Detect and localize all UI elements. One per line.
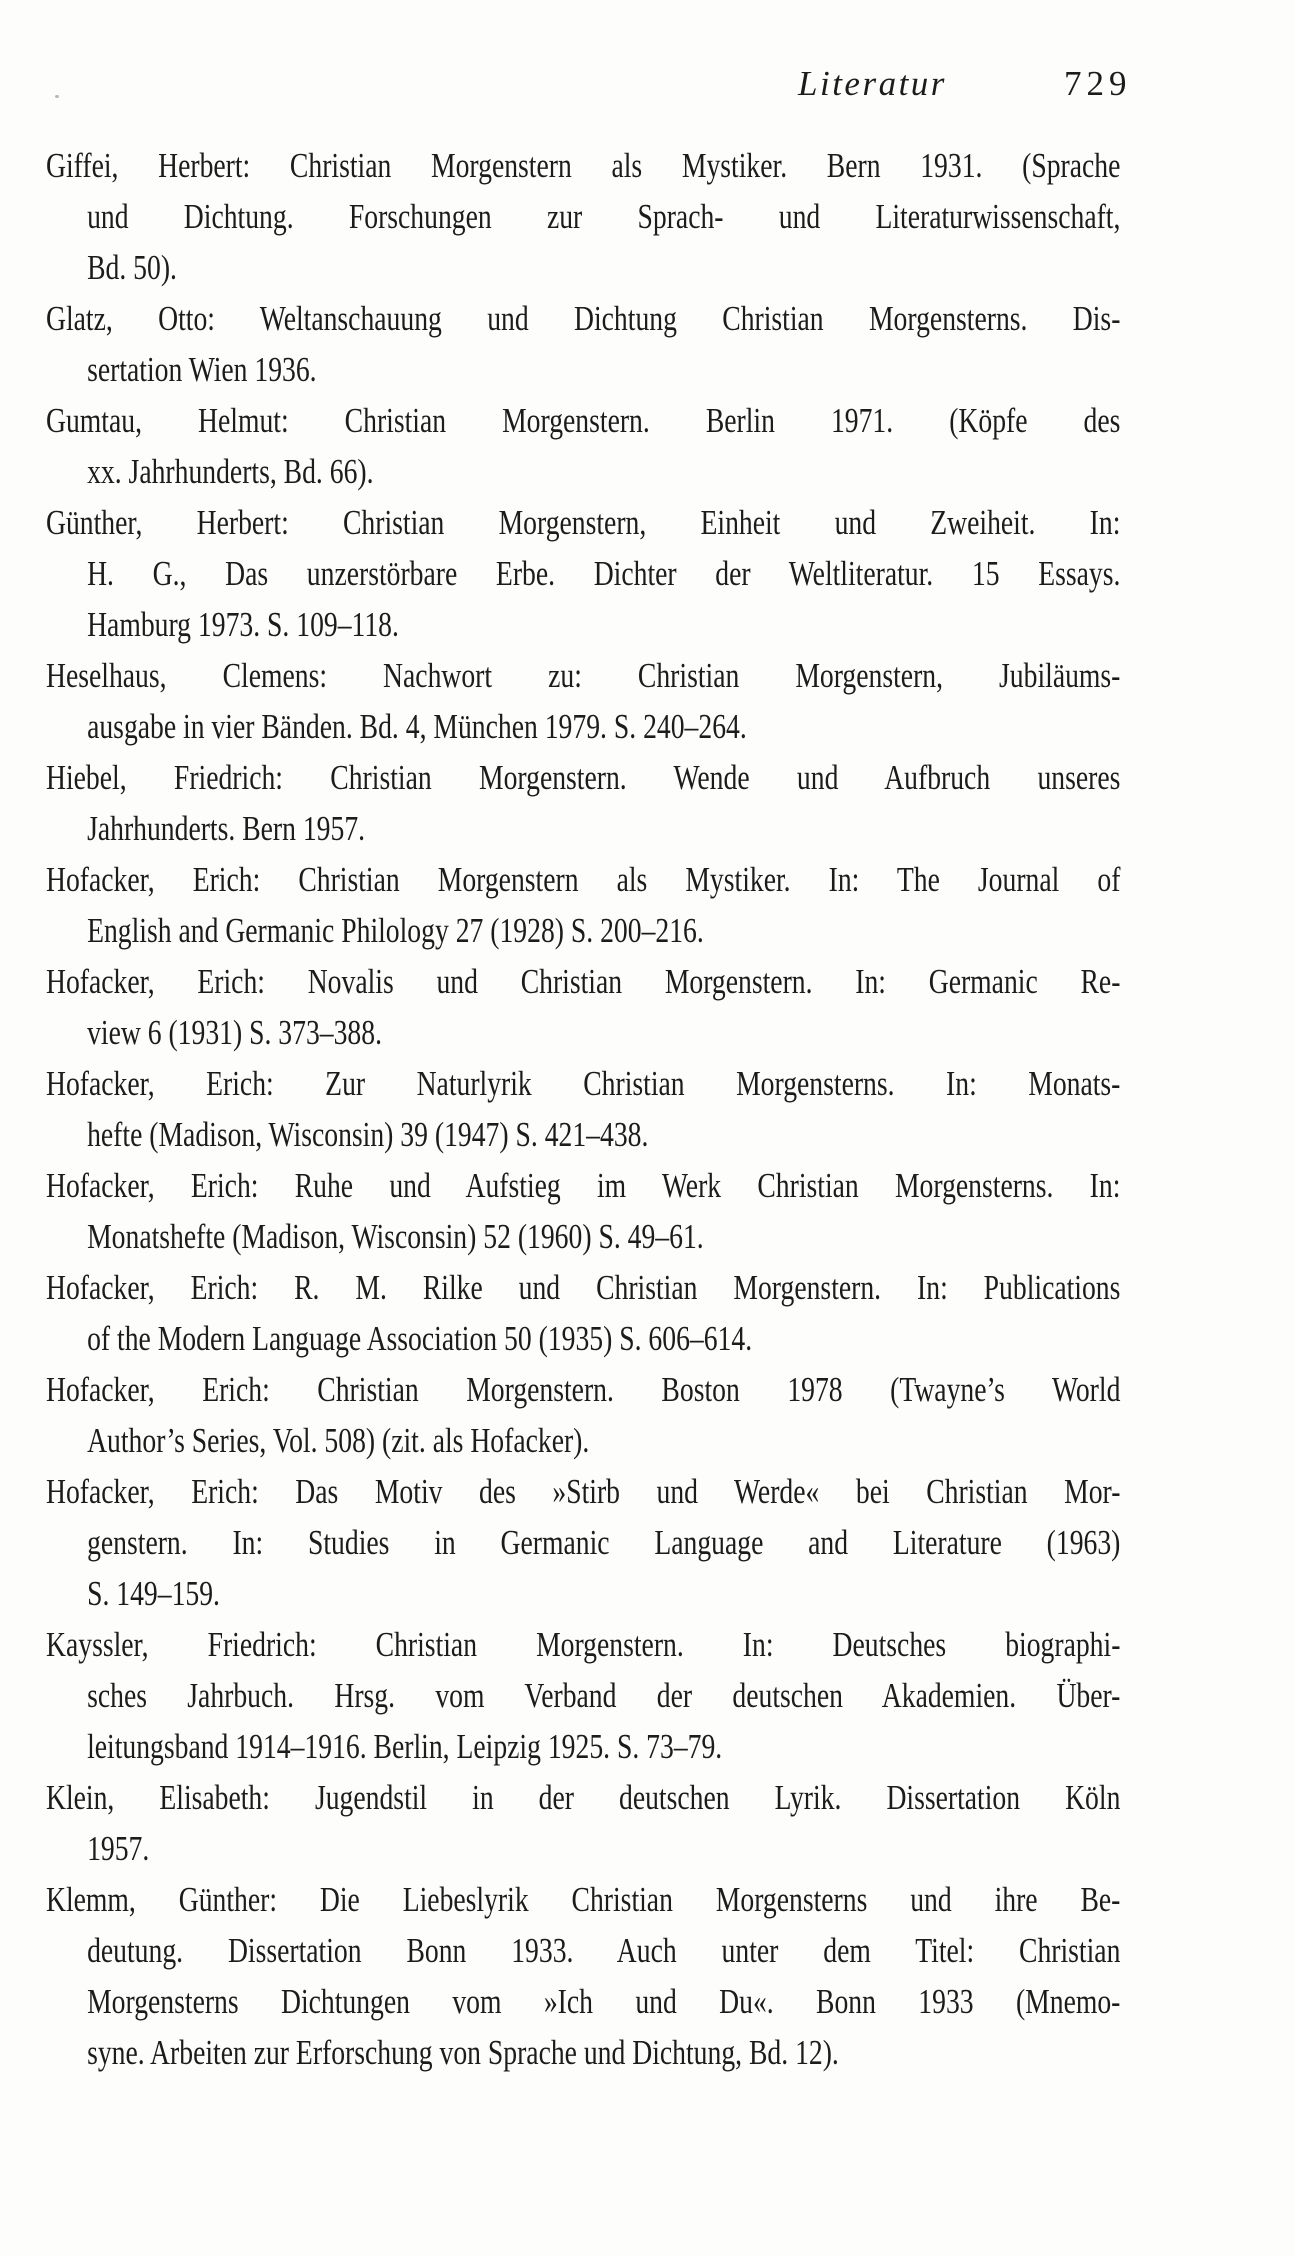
entry-line: Günther, Herbert: Christian Morgenstern, Einheit und Zweiheit. In: bbox=[46, 503, 1121, 542]
bibliography-entry bbox=[46, 1364, 1120, 1466]
bibliography-entry bbox=[46, 1619, 1120, 1772]
bibliography-entry bbox=[46, 854, 1120, 956]
entry-line: Hofacker, Erich: Ruhe und Aufstieg im Werk Christian Morgensterns. In: bbox=[46, 1166, 1121, 1205]
entry-line: 1957. bbox=[87, 1829, 150, 1868]
entry-line: of the Modern Language Association 50 (1935) S. 606–614. bbox=[87, 1319, 753, 1358]
entry-line: Hofacker, Erich: Das Motiv des »Stirb und Werde« bei Christian Mor- bbox=[46, 1472, 1121, 1511]
entry-line: Glatz, Otto: Weltanschauung und Dichtung Christian Morgensterns. Dis- bbox=[46, 299, 1121, 338]
entry-line: sches Jahrbuch. Hrsg. vom Verband der deutschen Akademien. Über- bbox=[87, 1676, 1121, 1715]
bibliography-entry bbox=[46, 956, 1120, 1058]
entry-line: Hofacker, Erich: Christian Morgenstern als Mystiker. In: The Journal of bbox=[46, 860, 1121, 899]
entry-line: Hofacker, Erich: Zur Naturlyrik Christian Morgensterns. In: Monats- bbox=[46, 1064, 1121, 1103]
entry-line: Bd. 50). bbox=[87, 248, 177, 287]
entry-line: genstern. In: Studies in Germanic Language and Literature (1963) bbox=[87, 1523, 1121, 1562]
entry-line: syne. Arbeiten zur Erforschung von Sprache und Dichtung, Bd. 12). bbox=[87, 2033, 839, 2072]
bibliography-entry bbox=[46, 1058, 1120, 1160]
bibliography-entry bbox=[46, 497, 1120, 650]
entry-line: view 6 (1931) S. 373–388. bbox=[87, 1013, 382, 1052]
bibliography-entry bbox=[46, 1466, 1120, 1619]
entry-line: Monatshefte (Madison, Wisconsin) 52 (1960) S. 49–61. bbox=[87, 1217, 704, 1256]
entry-line: Hamburg 1973. S. 109–118. bbox=[87, 605, 399, 644]
entry-line: hefte (Madison, Wisconsin) 39 (1947) S. 421–438. bbox=[87, 1115, 649, 1154]
entry-line: Gumtau, Helmut: Christian Morgenstern. Berlin 1971. (Köpfe des bbox=[46, 401, 1121, 440]
bibliography-entry bbox=[46, 650, 1120, 752]
entry-line: Heselhaus, Clemens: Nachwort zu: Christian Morgenstern, Jubiläums- bbox=[46, 656, 1121, 695]
bibliography-entry bbox=[46, 293, 1120, 395]
entry-line: und Dichtung. Forschungen zur Sprach- und Literaturwissenschaft, bbox=[87, 197, 1121, 236]
page-number: 729 bbox=[1064, 64, 1132, 103]
entry-line: S. 149–159. bbox=[87, 1574, 220, 1613]
bibliography-list bbox=[46, 140, 1120, 2078]
entry-line: Klemm, Günther: Die Liebeslyrik Christian Morgensterns und ihre Be- bbox=[46, 1880, 1121, 1919]
running-title: Literatur bbox=[798, 64, 947, 103]
entry-line: Morgensterns Dichtungen vom »Ich und Du«. Bonn 1933 (Mnemo- bbox=[87, 1982, 1121, 2021]
bibliography-entry bbox=[46, 1874, 1120, 2078]
page-header bbox=[0, 58, 1294, 109]
bibliography-entry bbox=[46, 1772, 1120, 1874]
entry-line: deutung. Dissertation Bonn 1933. Auch unter dem Titel: Christian bbox=[87, 1931, 1121, 1970]
entry-line: leitungsband 1914–1916. Berlin, Leipzig 1925. S. 73–79. bbox=[87, 1727, 723, 1766]
entry-line: Hiebel, Friedrich: Christian Morgenstern. Wende und Aufbruch unseres bbox=[46, 758, 1121, 797]
bibliography-entry bbox=[46, 752, 1120, 854]
bibliography-entry bbox=[46, 395, 1120, 497]
entry-line: Hofacker, Erich: Christian Morgenstern. Boston 1978 (Twayne’s World bbox=[46, 1370, 1121, 1409]
entry-line: Klein, Elisabeth: Jugendstil in der deutschen Lyrik. Dissertation Köln bbox=[46, 1778, 1121, 1817]
entry-line: Kayssler, Friedrich: Christian Morgenstern. In: Deutsches biographi- bbox=[46, 1625, 1121, 1664]
entry-line: English and Germanic Philology 27 (1928) S. 200–216. bbox=[87, 911, 704, 950]
entry-line: ausgabe in vier Bänden. Bd. 4, München 1979. S. 240–264. bbox=[87, 707, 747, 746]
entry-line: sertation Wien 1936. bbox=[87, 350, 317, 389]
entry-line: Author’s Series, Vol. 508) (zit. als Hofacker). bbox=[87, 1421, 590, 1460]
entry-line: Hofacker, Erich: R. M. Rilke und Christian Morgenstern. In: Publications bbox=[46, 1268, 1121, 1307]
entry-line: H. G., Das unzerstörbare Erbe. Dichter der Weltliteratur. 15 Essays. bbox=[87, 554, 1121, 593]
entry-line: Giffei, Herbert: Christian Morgenstern als Mystiker. Bern 1931. (Sprache bbox=[46, 146, 1121, 185]
bibliography-entry bbox=[46, 140, 1120, 293]
bibliography-entry bbox=[46, 1160, 1120, 1262]
entry-line: Jahrhunderts. Bern 1957. bbox=[87, 809, 366, 848]
bibliography-entry bbox=[46, 1262, 1120, 1364]
entry-line: xx. Jahrhunderts, Bd. 66). bbox=[87, 452, 374, 491]
entry-line: Hofacker, Erich: Novalis und Christian Morgenstern. In: Germanic Re- bbox=[46, 962, 1121, 1001]
